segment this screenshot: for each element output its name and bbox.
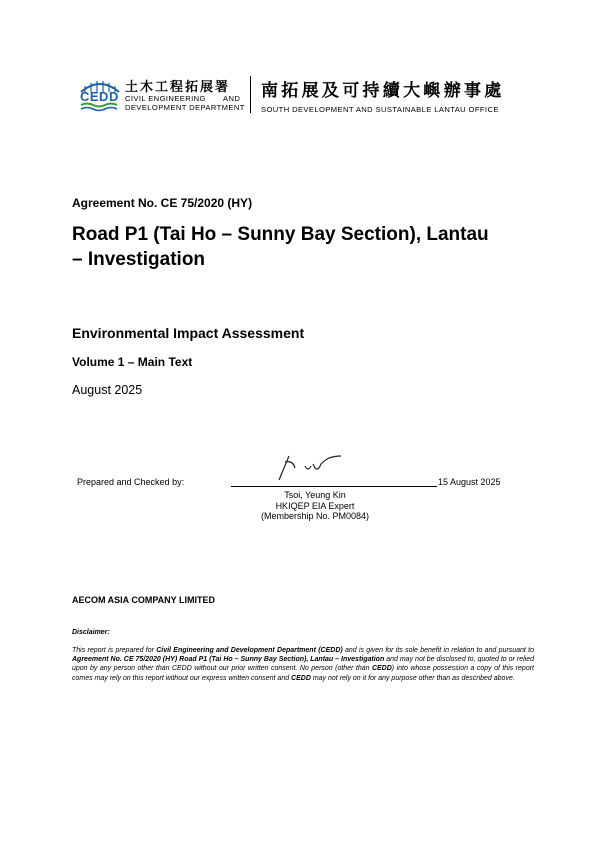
title-line-1: Road P1 (Tai Ho – Sunny Bay Section), Lantau bbox=[72, 224, 489, 245]
disclaimer-part: and may not be disclosed to, quoted to or relied upon by any person other than CEDD without our prior written consent. No person (other than bbox=[72, 656, 534, 673]
disclaimer-title: Disclaimer: bbox=[72, 629, 110, 636]
office-name-chinese: 南拓展及可持續大嶼辦事處 bbox=[261, 81, 505, 101]
volume-label: Volume 1 – Main Text bbox=[72, 355, 193, 369]
disclaimer-part: ) into whose possession a copy of this report comes may rely on this report without our express written consent and bbox=[72, 665, 534, 682]
report-type: Environmental Impact Assessment bbox=[72, 325, 305, 341]
signer-name: Tsoi, Yeung Kin bbox=[284, 490, 346, 500]
agreement-number: Agreement No. CE 75/2020 (HY) bbox=[72, 196, 253, 210]
department-name-and: AND bbox=[223, 94, 241, 103]
issue-date: August 2025 bbox=[72, 383, 143, 397]
disclaimer-part: This report is prepared for bbox=[72, 647, 157, 654]
header-divider bbox=[250, 76, 251, 113]
prepared-by-label: Prepared and Checked by: bbox=[77, 477, 185, 487]
disclaimer-part: may not rely on it for any purpose other than as described above. bbox=[310, 674, 515, 682]
disclaimer-part: and is given for its sole benefit in relation to and pursuant to bbox=[342, 647, 534, 654]
disclaimer-bold: CEDD bbox=[371, 665, 392, 673]
cedd-logo-text: CEDD bbox=[80, 89, 119, 104]
department-name-line1: CIVIL ENGINEERING bbox=[125, 94, 206, 103]
disclaimer-bold: Civil Engineering and Development Department (CEDD) bbox=[156, 647, 343, 654]
signer-role: HKIQEP EIA Expert bbox=[275, 500, 355, 511]
disclaimer-text bbox=[72, 646, 534, 683]
signature-date: 15 August 2025 bbox=[438, 477, 501, 487]
department-name-english bbox=[125, 95, 245, 112]
office-name-english: SOUTH DEVELOPMENT AND SUSTAINABLE LANTAU OFFICE bbox=[261, 105, 499, 114]
disclaimer-bold: CEDD bbox=[291, 674, 311, 682]
signer-block bbox=[240, 490, 390, 522]
department-name-chinese: 土木工程拓展署 bbox=[125, 80, 231, 95]
title-line-2: – Investigation bbox=[72, 249, 206, 270]
document-title bbox=[72, 222, 542, 272]
department-name-line2: DEVELOPMENT DEPARTMENT bbox=[125, 102, 245, 112]
signer-membership: (Membership No. PM0084) bbox=[260, 511, 370, 521]
disclaimer-bold: Agreement No. CE 75/2020 (HY) Road P1 (Tai Ho – Sunny Bay Section), Lantau – Investigation bbox=[72, 656, 385, 664]
signature-icon bbox=[275, 452, 345, 484]
company-name: AECOM ASIA COMPANY LIMITED bbox=[72, 595, 216, 605]
signature-line bbox=[231, 486, 437, 487]
